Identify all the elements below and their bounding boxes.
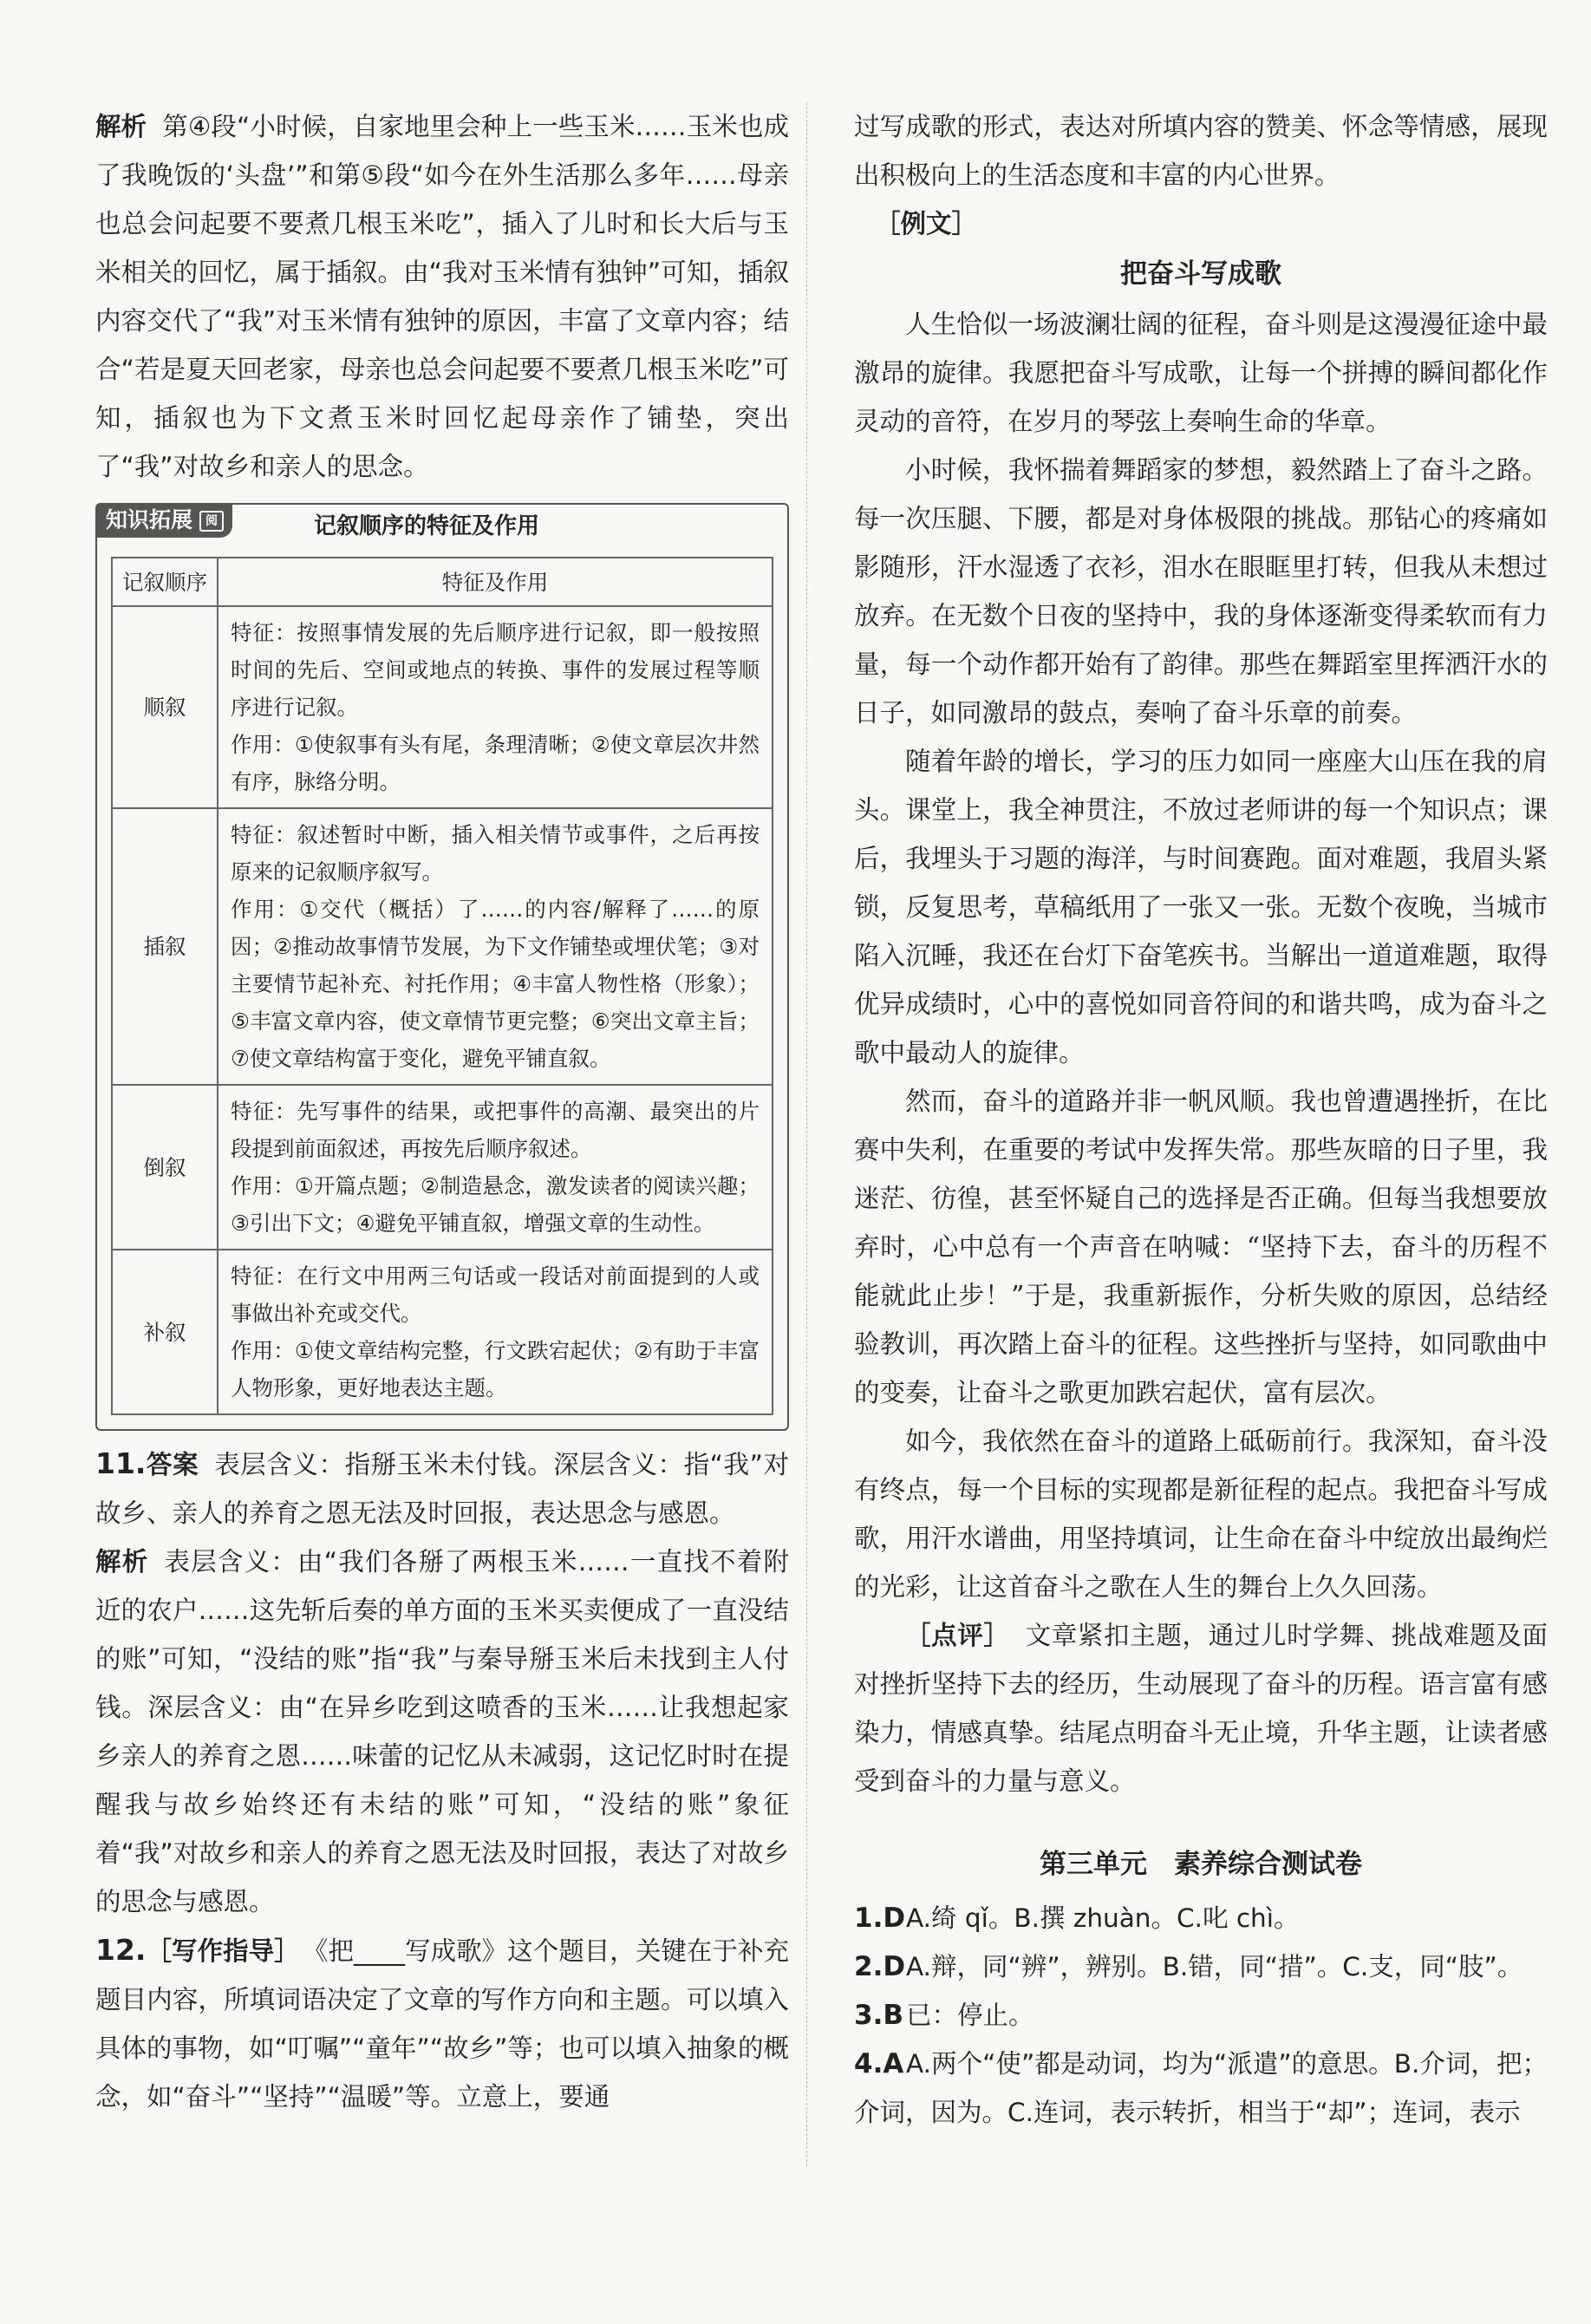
table-row-desc <box>218 1250 773 1414</box>
comment-text: 文章紧扣主题，通过儿时学舞、挑战难题及面对挫折坚持下去的经历，生动展现了奋斗的历程。语言富有感染力，情感真挚。结尾点明奋斗无止境，升华主题，让读者感受到奋斗的力量与意义。 <box>854 1621 1548 1796</box>
table-row-line: 特征：先写事件的结果，或把事件的高潮、最突出的片段提到前面叙述，再按先后顺序叙述。 <box>231 1099 760 1161</box>
essay-paragraph: 随着年龄的增长，学习的压力如同一座座大山压在我的肩头。课堂上，我全神贯注，不放过老师讲的每一个知识点；课后，我埋头于习题的海洋，与时间赛跑。面对难题，我眉头紧锁，反复思考，草稿纸用了一张又一张。无数个夜晚，当城市陷入沉睡，我还在台灯下奋笔疾书。当解出一道道难题，取得优异成绩时，心中的喜悦如同音符间的和谐共鸣，成为奋斗之歌中最动人的旋律。 <box>854 747 1548 1067</box>
section-title: 第三单元 素养综合测试卷 <box>1040 1849 1362 1880</box>
table-row-name: 插叙 <box>112 808 218 1085</box>
left-column <box>95 102 789 2121</box>
narrative-order-table <box>111 557 773 1415</box>
q12-guide <box>95 1926 789 2121</box>
answer-text: A.绮 qǐ。B.撰 zhuàn。C.叱 chì。 <box>906 1903 1300 1933</box>
book-icon: 阅 <box>199 511 224 532</box>
table-row <box>112 1085 773 1250</box>
table-row-name: 顺叙 <box>112 606 218 808</box>
table-row-line: 特征：按照事情发展的先后顺序进行记叙，即一般按照时间的先后、空间或地点的转换、事件的发展过程等顺序进行记叙。 <box>231 620 760 720</box>
analysis-label: 解析 <box>95 1547 149 1577</box>
answer-key: 3.B <box>854 2000 903 2031</box>
answer-item <box>854 2040 1548 2137</box>
table-row <box>112 606 773 808</box>
answer-item <box>854 1942 1548 1991</box>
answer-key: 2.D <box>854 1951 906 1982</box>
essay-paragraph: 人生恰似一场波澜壮阔的征程，奋斗则是这漫漫征途中最激昂的旋律。我愿把奋斗写成歌，让每一个拼搏的瞬间都化作灵动的音符，在岁月的琴弦上奏响生命的华章。 <box>854 310 1548 436</box>
essay-paragraph: 小时候，我怀揣着舞蹈家的梦想，毅然踏上了奋斗之路。每一次压腿、下腰，都是对身体极限的挑战。那钻心的疼痛如影随形，汗水湿透了衣衫，泪水在眼眶里打转，但我从未想过放弃。在无数个日夜的坚持中，我的身体逐渐变得柔软而有力量，每一个动作都开始有了韵律。那些在舞蹈室里挥洒汗水的日子，如同激昂的鼓点，奏响了奋斗乐章的前奏。 <box>854 455 1548 728</box>
table-row-line: 特征：在行文中用两三句话或一段话对前面提到的人或事做出补充或交代。 <box>231 1263 760 1326</box>
table-row <box>112 1250 773 1414</box>
answer-item <box>854 1894 1548 1942</box>
table-row-name: 倒叙 <box>112 1085 218 1250</box>
answer-text: 已：停止。 <box>906 2001 1034 2030</box>
writing-guide-label: ［写作指导］ <box>146 1936 300 1966</box>
table-row-line: 作用：①开篇点题；②制造悬念，激发读者的阅读兴趣；③引出下文；④避免平铺直叙，增强文章的生动性。 <box>231 1173 760 1236</box>
table-row-line: 特征：叙述暂时中断，插入相关情节或事件，之后再按原来的记叙顺序叙写。 <box>231 822 760 885</box>
knowledge-box-title: 记叙顺序的特征及作用 <box>314 513 540 539</box>
answer-key: 1.D <box>854 1903 906 1934</box>
q11-answer-text: 表层含义：指掰玉米未付钱。深层含义：指“我”对故乡、亲人的养育之恩无法及时回报，表达思念与感恩。 <box>95 1450 789 1528</box>
q11-answer <box>95 1439 789 1537</box>
table-header-row <box>112 558 773 606</box>
q12-number: 12. <box>95 1933 147 1967</box>
essay-paragraph: 如今，我依然在奋斗的道路上砥砺前行。我深知，奋斗没有终点，每一个目标的实现都是新征程的起点。我把奋斗写成歌，用汗水谱曲，用坚持填词，让生命在奋斗中绽放出最绚烂的光彩，让这首奋斗之歌在人生的舞台上久久回荡。 <box>854 1426 1548 1602</box>
essay-title: 把奋斗写成歌 <box>1120 258 1281 290</box>
right-column <box>854 102 1548 2137</box>
table-header-cell: 记叙顺序 <box>112 558 218 606</box>
analysis-text: 第④段“小时候，自家地里会种上一些玉米……玉米也成了我晚饭的‘头盘’”和第⑤段“如今在外生活那么多年……母亲也总会问起要不要煮几根玉米吃”，插入了儿时和长大后与玉米相关的回忆，属于插叙。由“我对玉米情有独钟”可知，插叙内容交代了“我”对玉米情有独钟的原因，丰富了文章内容；结合“若是夏天回老家，母亲也总会问起要不要煮几根玉米吃”可知，插叙也为下文煮玉米时回忆起母亲作了铺垫，突出了“我”对故乡和亲人的思念。 <box>95 112 789 481</box>
answer-item <box>854 1991 1548 2040</box>
knowledge-tag-text: 知识拓展 <box>106 507 193 532</box>
table-row-desc <box>218 606 773 808</box>
q11-analysis-text: 表层含义：由“我们各掰了两根玉米……一直找不着附近的农户……这先斩后奏的单方面的玉米买卖便成了一直没结的账”可知，“没结的账”指“我”与秦导掰玉米后未找到主人付钱。深层含义：由“在异乡吃到这喷香的玉米……让我想起家乡亲人的养育之恩……味蕾的记忆从未减弱，这记忆时时在提醒我与故乡始终还有未结的账”可知，“没结的账”象征着“我”对故乡和亲人的养育之恩无法及时回报，表达了对故乡的思念与感恩。 <box>95 1547 789 1916</box>
q11-analysis <box>95 1537 789 1926</box>
answer-text: A.辩，同“辨”，辨别。B.错，同“措”。C.支，同“肢”。 <box>906 1952 1523 1981</box>
table-row-desc <box>218 1085 773 1250</box>
q11-number: 11. <box>95 1446 147 1480</box>
knowledge-box-header <box>97 505 787 552</box>
knowledge-tag <box>95 503 232 538</box>
table-row-line: 作用：①使叙事有头有尾，条理清晰；②使文章层次井然有序，脉络分明。 <box>231 732 760 794</box>
q12-guide-text: 《把____写成歌》这个题目，关键在于补充题目内容，所填词语决定了文章的写作方向和主题。可以填入具体的事物，如“叮嘱”“童年”“故乡”等；也可以填入抽象的概念，如“奋斗”“坚持”“温暖”等。立意上，要通 <box>95 1936 789 2112</box>
essay-paragraph: 然而，奋斗的道路并非一帆风顺。我也曾遭遇挫折，在比赛中失利，在重要的考试中发挥失常。那些灰暗的日子里，我迷茫、彷徨，甚至怀疑自己的选择是否正确。但每当我想要放弃时，心中总有一个声音在呐喊：“坚持下去，奋斗的历程不能就此止步！”于是，我重新振作，分析失败的原因，总结经验教训，再次踏上奋斗的征程。这些挫折与坚持，如同歌曲中的变奏，让奋斗之歌更加跌宕起伏，富有层次。 <box>854 1087 1548 1407</box>
table-header-cell: 特征及作用 <box>218 558 773 606</box>
analysis-label: 解析 <box>95 112 147 141</box>
q12-guide-continued: 过写成歌的形式，表达对所填内容的赞美、怀念等情感，展现出积极向上的生活态度和丰富的内心世界。 <box>854 112 1548 190</box>
example-label: ［例文］ <box>875 209 978 238</box>
table-row-name: 补叙 <box>112 1250 218 1414</box>
knowledge-box <box>95 503 789 1431</box>
table-row-line: 作用：①使文章结构完整，行文跌宕起伏；②有助于丰富人物形象，更好地表达主题。 <box>231 1338 760 1400</box>
answer-key: 4.A <box>854 2048 904 2079</box>
answer-text: A.两个“使”都是动词，均为“派遣”的意思。B.介词，把；介词，因为。C.连词，表示转折，相当于“却”；连词，表示 <box>854 2049 1548 2127</box>
table-row-line: 作用：①交代（概括）了……的内容/解释了……的原因；②推动故事情节发展，为下文作铺垫或埋伏笔；③对主要情节起补充、衬托作用；④丰富人物性格（形象）；⑤丰富文章内容，使文章情节更完整；⑥突出文章主旨；⑦使文章结构富于变化，避免平铺直叙。 <box>231 897 760 1071</box>
comment-paragraph <box>854 1611 1548 1805</box>
table-row <box>112 808 773 1085</box>
analysis-paragraph <box>95 102 789 491</box>
column-divider <box>806 102 808 2166</box>
table-row-desc <box>218 808 773 1085</box>
comment-label: ［点评］ <box>905 1621 1010 1650</box>
answer-label: 答案 <box>146 1450 199 1479</box>
